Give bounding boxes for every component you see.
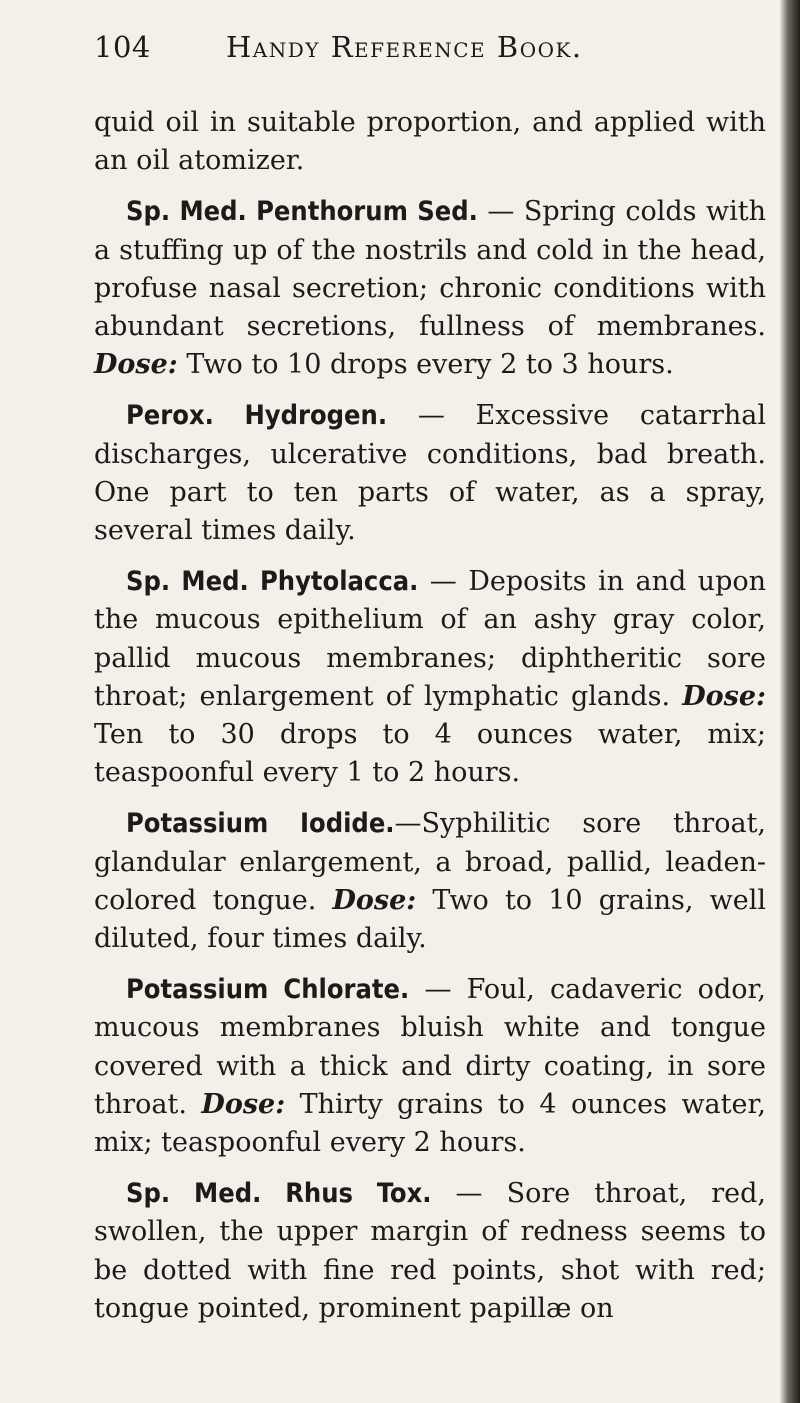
running-title: Handy Reference Book. xyxy=(226,30,583,64)
paragraph-text: quid oil in suitable proportion, and applied with an oil atomizer. xyxy=(94,107,766,177)
paragraph-text: Ten to 30 drops to 4 ounces water, mix; teaspoonful every 1 to 2 hours. xyxy=(94,719,766,789)
paragraph-text: Thirty grains to 4 ounces water, mix; teaspoonful every 2 hours. xyxy=(94,1088,767,1159)
remedy-name: Sp. Med. Penthorum Sed. xyxy=(126,196,478,228)
paragraph-text: Two to 10 grains, well diluted, four times daily. xyxy=(94,884,766,955)
dose-label: Dose: xyxy=(682,680,766,712)
paragraph-text: — Foul, cadaveric odor, mucous membranes bluish white and tongue covered with a thick and dirty coating, in sore throat. xyxy=(94,974,766,1120)
page-number: 104 xyxy=(94,30,151,64)
paragraph-text: — Deposits in and upon the mucous epithelium of an ashy gray color, pallid mucous membranes; diphtheritic sore throat; enlargement of lymphatic glands. xyxy=(94,566,766,712)
remedy-paragraph xyxy=(94,193,766,384)
dose-label: Dose: xyxy=(201,1088,286,1120)
remedy-paragraph xyxy=(94,563,766,792)
dose-label: Dose: xyxy=(94,349,178,381)
remedy-paragraph xyxy=(94,971,766,1162)
remedy-name: Sp. Med. Rhus Tox. xyxy=(126,1178,432,1210)
remedy-paragraph xyxy=(94,805,766,958)
remedy-paragraph xyxy=(94,1175,766,1328)
paragraph-text: — Spring colds with a stuffing up of the nostrils and cold in the head, profuse nasal secretion; chronic conditions with abundant secretions, fullness of membranes. xyxy=(94,196,766,343)
remedy-paragraph xyxy=(94,397,766,550)
continued-paragraph xyxy=(94,104,766,180)
paragraph-text: Two to 10 drops every 2 to 3 hours. xyxy=(177,349,674,381)
remedy-name: Sp. Med. Phytolacca. xyxy=(126,566,419,598)
paragraph-text: — Sore throat, red, swollen, the upper margin of redness seems to be dotted with fine red points, shot with red; tongue pointed, prominent papillæ on xyxy=(94,1178,767,1324)
paragraph-text: —Syphilitic sore throat, glandular enlargement, a broad, pallid, leaden-colored tongue. xyxy=(94,808,767,916)
remedy-name: Perox. Hydrogen. xyxy=(126,400,388,432)
page-edge-shadow xyxy=(780,0,800,1403)
remedy-name: Potassium Chlorate. xyxy=(126,974,410,1006)
page-header xyxy=(94,30,764,70)
page-body xyxy=(94,104,766,1341)
dose-label: Dose: xyxy=(332,884,417,916)
remedy-name: Potassium Iodide. xyxy=(126,808,395,840)
paragraph-text: — Excessive catarrhal discharges, ulcerative conditions, bad breath. One part to ten parts of water, as a spray, several times daily. xyxy=(94,400,766,547)
